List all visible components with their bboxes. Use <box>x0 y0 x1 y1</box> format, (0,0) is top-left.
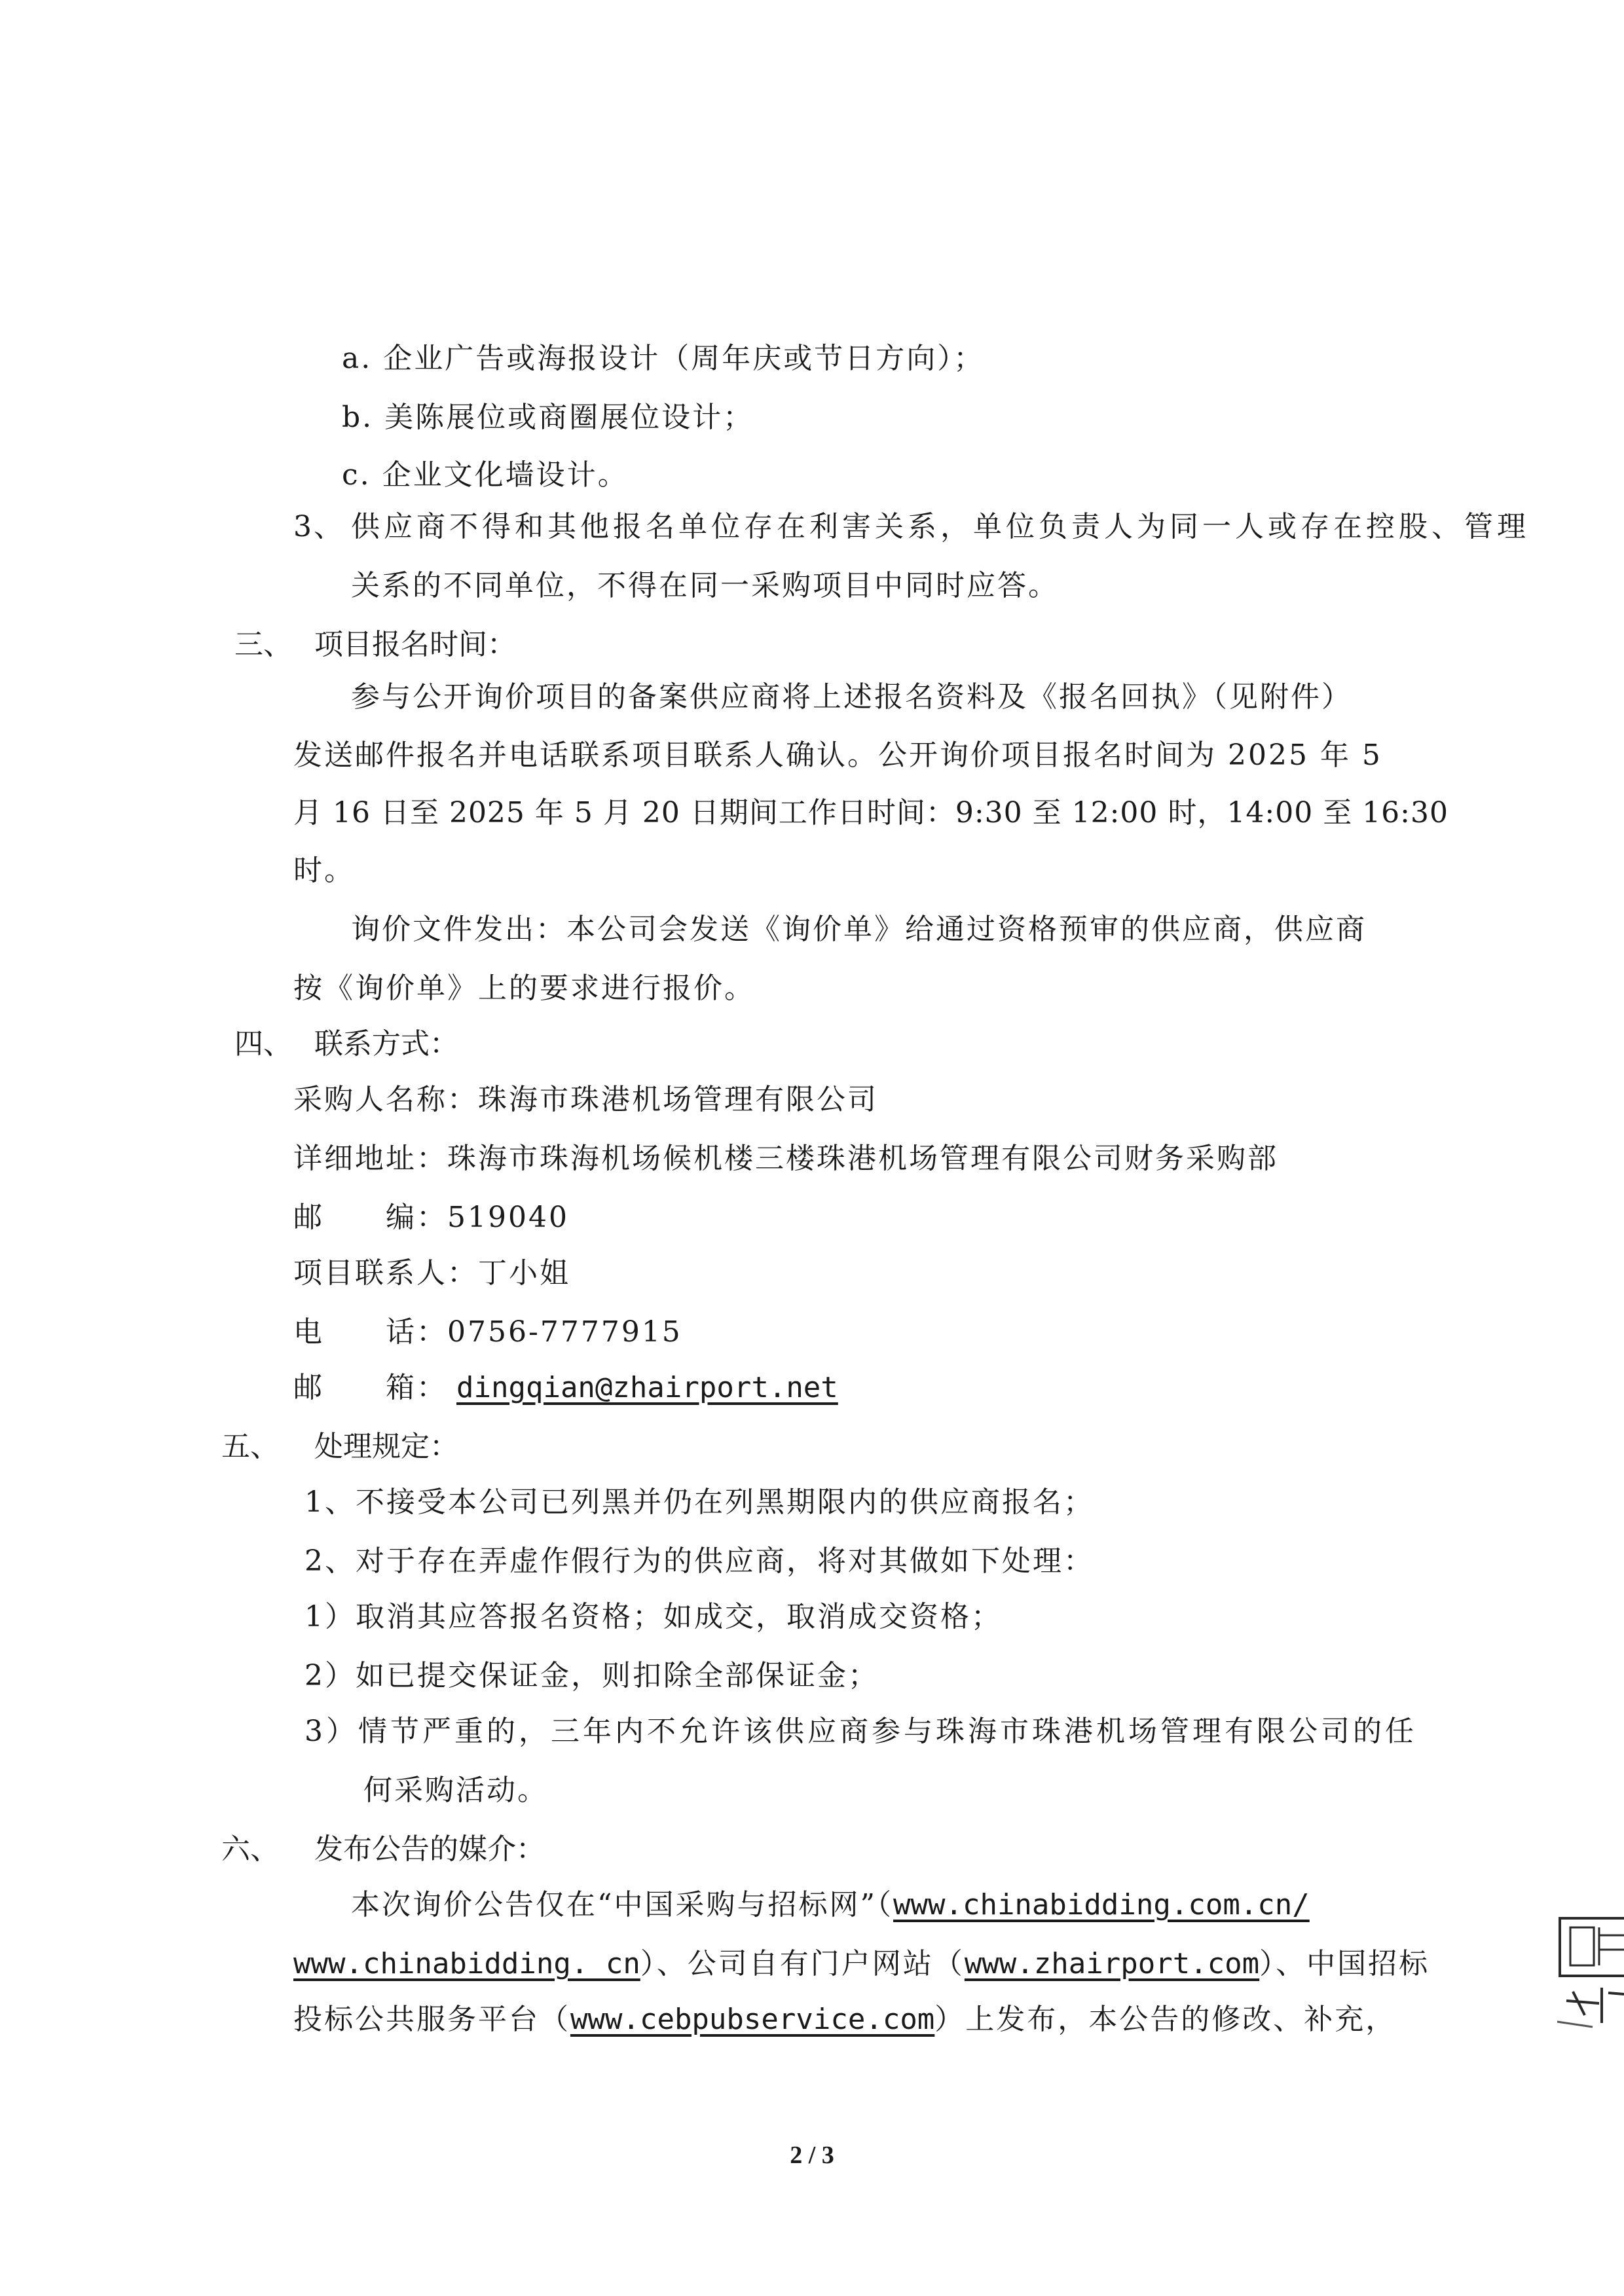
zhairport-link[interactable]: www.zhairport.com <box>964 1947 1260 1980</box>
chinabidding-link-cont[interactable]: www.chinabidding. cn <box>293 1947 640 1980</box>
req-item-a: a. 企业广告或海报设计（周年庆或节日方向）； <box>342 342 985 375</box>
postcode-value: 519040 <box>447 1201 569 1234</box>
section-5-title: 处理规定： <box>314 1430 458 1463</box>
email-label: 邮 箱： <box>293 1371 447 1404</box>
rule-2-3-line2: 何采购活动。 <box>363 1774 548 1807</box>
rule-1: 1、不接受本公司已列黑并仍在列黑期限内的供应商报名； <box>304 1485 1094 1519</box>
req-item-b: b. 美陈展位或商圈展位设计； <box>342 401 754 434</box>
page-number: 2 / 3 <box>790 2141 834 2169</box>
req3-line1: 供应商不得和其他报名单位存在利害关系，单位负责人为同一人或存在控股、管理 <box>351 510 1530 543</box>
section-3-para1-line4: 时。 <box>293 854 355 887</box>
postcode-row <box>293 1198 569 1237</box>
detailed-address: 详细地址：珠海市珠海机场候机楼三楼珠港机场管理有限公司财务采购部 <box>293 1142 1278 1175</box>
media-line2-tail: ）、中国招标 <box>1259 1947 1430 1980</box>
rule-2: 2、对于存在弄虚作假行为的供应商，将对其做如下处理： <box>304 1544 1094 1578</box>
section-3-title: 项目报名时间： <box>314 628 516 661</box>
req-item-c: c. 企业文化墙设计。 <box>342 458 629 492</box>
phone-label: 电 话： <box>293 1315 447 1349</box>
req3-number: 3、 <box>293 510 344 543</box>
cebpubservice-link[interactable]: www.cebpubservice.com <box>570 2003 935 2036</box>
section-3-number: 三、 <box>234 628 292 661</box>
section-3-para2-line1: 询价文件发出：本公司会发送《询价单》给通过资格预审的供应商，供应商 <box>351 913 1367 946</box>
phone-value: 0756-7777915 <box>447 1315 682 1349</box>
section-3-para1-line3: 月 16 日至 2025 年 5 月 20 日期间工作日时间：9:30 至 12:00 时，14:00 至 16:30 <box>293 796 1449 829</box>
project-contact: 项目联系人：丁小姐 <box>293 1256 570 1290</box>
rule-2-3-line1: 3）情节严重的，三年内不允许该供应商参与珠海市珠港机场管理有限公司的任 <box>304 1715 1417 1748</box>
email-row <box>293 1368 838 1408</box>
section-6-title: 发布公告的媒介： <box>314 1832 545 1866</box>
phone-row <box>293 1313 682 1352</box>
media-line2 <box>293 1944 1430 1984</box>
section-3-para2-line2: 按《询价单》上的要求进行报价。 <box>293 972 755 1005</box>
seal-fragment-icon <box>1553 1872 1624 2043</box>
email-link[interactable]: dingqian@zhairport.net <box>456 1371 838 1404</box>
media-line1-text: 本次询价公告仅在“中国采购与招标网”（ <box>351 1888 893 1922</box>
rule-2-1: 1）取消其应答报名资格；如成交，取消成交资格； <box>304 1600 1002 1633</box>
section-4-number: 四、 <box>234 1027 292 1061</box>
postcode-label: 邮 编： <box>293 1201 447 1234</box>
section-3-para1-line2: 发送邮件报名并电话联系项目联系人确认。公开询价项目报名时间为 2025 年 5 <box>293 738 1382 772</box>
section-4-title: 联系方式： <box>314 1027 458 1061</box>
media-line3-text: 投标公共服务平台（ <box>293 2003 570 2036</box>
rule-2-2: 2）如已提交保证金，则扣除全部保证金； <box>304 1659 879 1692</box>
buyer-name: 采购人名称：珠海市珠港机场管理有限公司 <box>293 1083 878 1116</box>
section-5-number: 五、 <box>221 1430 279 1463</box>
media-line1 <box>351 1886 1310 1925</box>
chinabidding-link[interactable]: www.chinabidding.com.cn/ <box>893 1888 1310 1922</box>
section-3-para1-line1: 参与公开询价项目的备案供应商将上述报名资料及《报名回执》（见附件） <box>351 680 1352 714</box>
media-line3-tail: ）上发布，本公告的修改、补充， <box>934 2003 1397 2036</box>
partial-seal-stamp <box>1553 1872 1624 2043</box>
media-line2-text: ）、公司自有门户网站（ <box>640 1947 965 1980</box>
req3-line2: 关系的不同单位，不得在同一采购项目中同时应答。 <box>351 569 1059 602</box>
media-line3 <box>293 2000 1396 2039</box>
section-6-number: 六、 <box>221 1832 279 1866</box>
